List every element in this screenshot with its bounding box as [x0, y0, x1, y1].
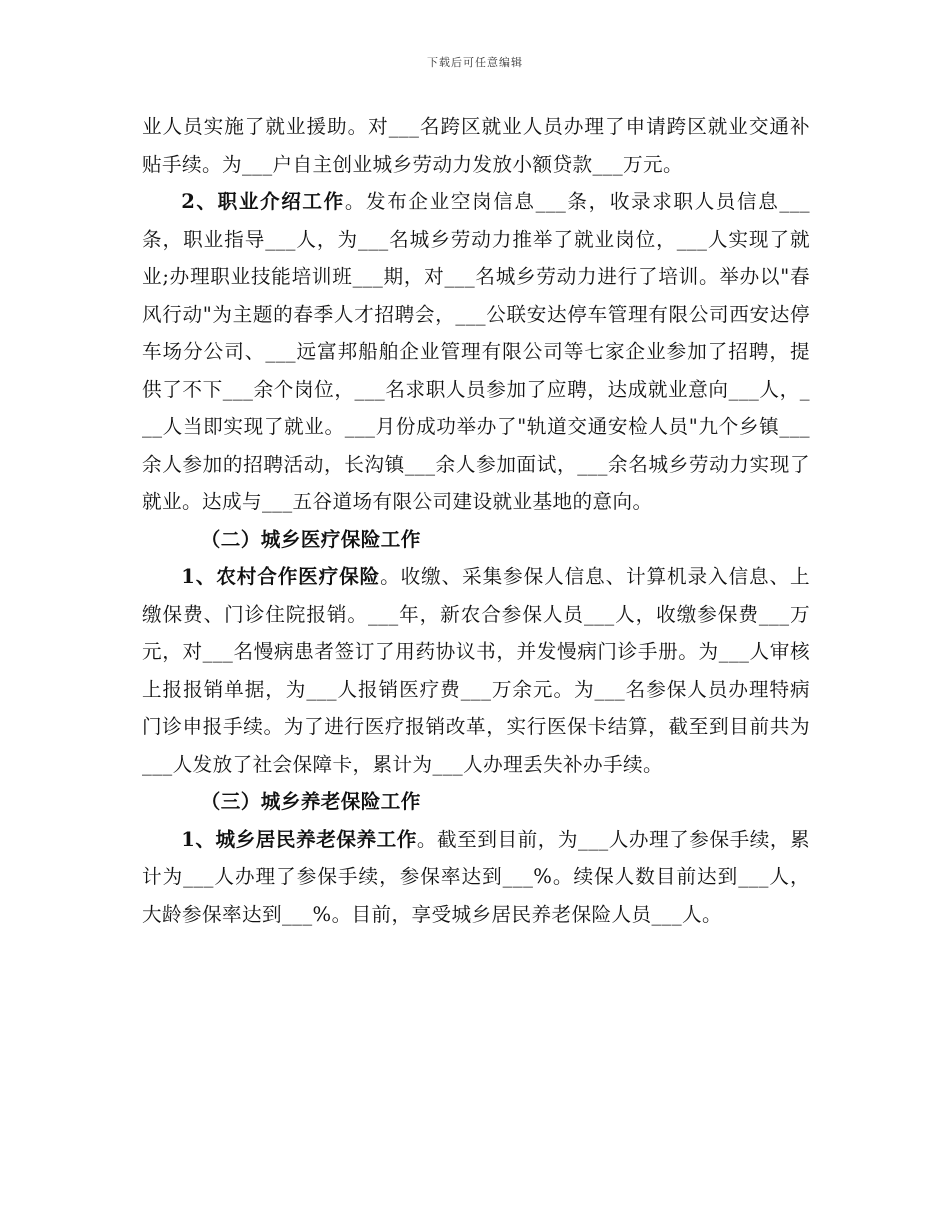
paragraph-employment-aid: 业人员实施了就业援助。对___名跨区就业人员办理了申请跨区就业交通补贴手续。为___户自主创业城乡劳动力发放小额贷款___万元。 — [142, 115, 810, 176]
paragraph-job-placement — [142, 183, 810, 521]
section-heading-pension-insurance: （三）城乡养老保险工作 — [200, 790, 421, 813]
paragraph-pension-work — [142, 821, 810, 934]
paragraph-lead: 1、城乡居民养老保养工作 — [181, 827, 417, 851]
document-body — [142, 108, 810, 933]
section-heading-medical-insurance: （二）城乡医疗保险工作 — [200, 527, 421, 551]
paragraph-text: 。截至到目前，为___人办理了参保手续，累计为___人办理了参保手续，参保率达到___%。续保人数目前达到___人，大龄参保率达到___%。目前，享受城乡居民养老保险人员___人。 — [142, 827, 810, 926]
paragraph-text: 。收缴、采集参保人信息、计算机录入信息、上缴保费、门诊住院报销。___年，新农合参保人员___人，收缴参保费___万元，对___名慢病患者签订了用药协议书，并发慢病门诊手册。为___人审核上报报销单据，为___人报销医疗费___万余元。为___名参保人员办理特病门诊申报手续。为了进行医疗报销改革，实行医保卡结算，截至到目前共为___人发放了社会保障卡，累计为___人办理丢失补办手续。 — [142, 565, 810, 776]
paragraph-text: 。发布企业空岗信息___条，收录求职人员信息___条，职业指导___人，为___名城乡劳动力推举了就业岗位，___人实现了就业;办理职业技能培训班___期，对___名城乡劳动力进行了培训。举办以"春风行动"为主题的春季人才招聘会，___公联安达停车管理有限公司西安达停车场分公司、___远富邦船舶企业管理有限公司等七家企业参加了招聘，提供了不下___余个岗位，___名求职人员参加了应聘，达成就业意向___人，___人当即实现了就业。___月份成功举办了"轨道交通安检人员"九个乡镇___余人参加的招聘活动，长沟镇___余人参加面试，___余名城乡劳动力实现了就业。达成与___五谷道场有限公司建设就业基地的意向。 — [142, 190, 810, 513]
paragraph-lead: 2、职业介绍工作 — [181, 190, 345, 213]
paragraph-rural-medical-insurance — [142, 558, 810, 783]
page-header: 下载后可任意编辑 — [427, 56, 523, 69]
paragraph-lead: 1、农村合作医疗保险 — [181, 565, 381, 588]
